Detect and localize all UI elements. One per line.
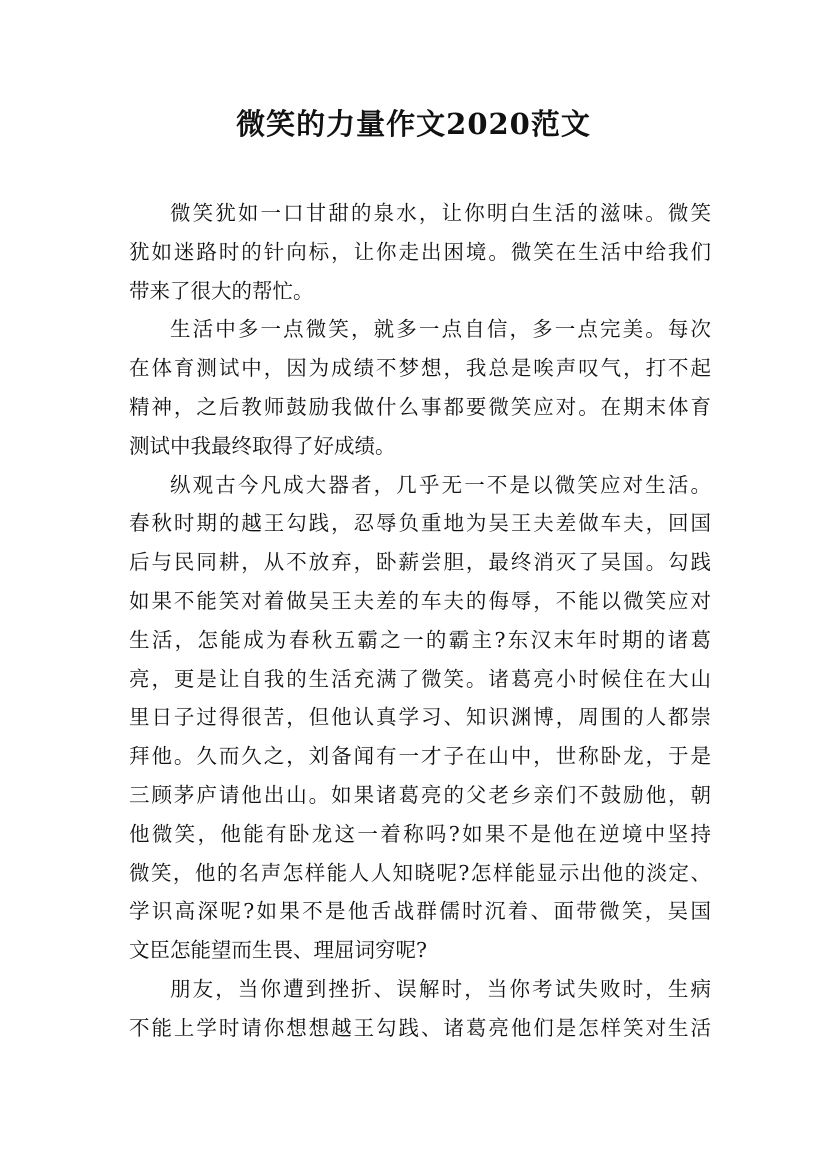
paragraph-1 [129, 194, 711, 310]
text-line: 犹如迷路时的针向标，让你走出困境。微笑在生活中给我们 [129, 239, 711, 264]
text-line: 朋友，当你遭到挫折、误解时，当你考试失败时，生病 [170, 976, 711, 1001]
text-line: 他微笑，他能有卧龙这一着称吗?如果不是他在逆境中坚持 [129, 821, 711, 846]
text-line: 学识高深呢?如果不是他舌战群儒时沉着、面带微笑，吴国 [129, 899, 711, 924]
text-line: 微笑，他的名声怎样能人人知晓呢?怎样能显示出他的淡定、 [129, 860, 711, 885]
text-line: 三顾茅庐请他出山。如果诸葛亮的父老乡亲们不鼓励他，朝 [129, 782, 711, 807]
text-line: 不能上学时请你想想越王勾践、诸葛亮他们是怎样笑对生活 [129, 1015, 711, 1040]
document-body [129, 194, 711, 1048]
text-line: 精神，之后教师鼓励我做什么事都要微笑应对。在期末体育 [129, 394, 711, 419]
text-line: 文臣怎能望而生畏、理屈词穷呢? [129, 938, 427, 963]
paragraph-4 [129, 970, 711, 1048]
text-line: 春秋时期的越王勾践，忍辱负重地为吴王夫差做车夫，回国 [129, 511, 711, 536]
text-line: 微笑犹如一口甘甜的泉水，让你明白生活的滋味。微笑 [170, 201, 711, 225]
text-line: 测试中我最终取得了好成绩。 [129, 433, 396, 458]
text-line: 如果不能笑对着做吴王夫差的车夫的侮辱，不能以微笑应对 [129, 588, 711, 613]
text-line: 生活中多一点微笑，就多一点自信，多一点完美。每次 [170, 317, 711, 342]
document-title: 微笑的力量作文2020范文 [236, 107, 591, 141]
paragraph-3 [129, 466, 711, 970]
text-line: 纵观古今凡成大器者，几乎无一不是以微笑应对生活。 [170, 472, 711, 497]
text-line: 在体育测试中，因为成绩不梦想，我总是唉声叹气，打不起 [129, 356, 711, 381]
text-line: 生活，怎能成为春秋五霸之一的霸主?东汉末年时期的诸葛 [129, 627, 711, 652]
text-line: 里日子过得很苦，但他认真学习、知识渊博，周围的人都崇 [129, 705, 711, 730]
text-line: 后与民同耕，从不放弃，卧薪尝胆，最终消灭了吴国。勾践 [129, 550, 711, 575]
text-line: 带来了很大的帮忙。 [129, 278, 314, 303]
text-line: 拜他。久而久之，刘备闻有一才子在山中，世称卧龙，于是 [129, 744, 711, 769]
paragraph-2 [129, 310, 711, 465]
text-line: 亮，更是让自我的生活充满了微笑。诸葛亮小时候住在大山 [129, 666, 711, 691]
